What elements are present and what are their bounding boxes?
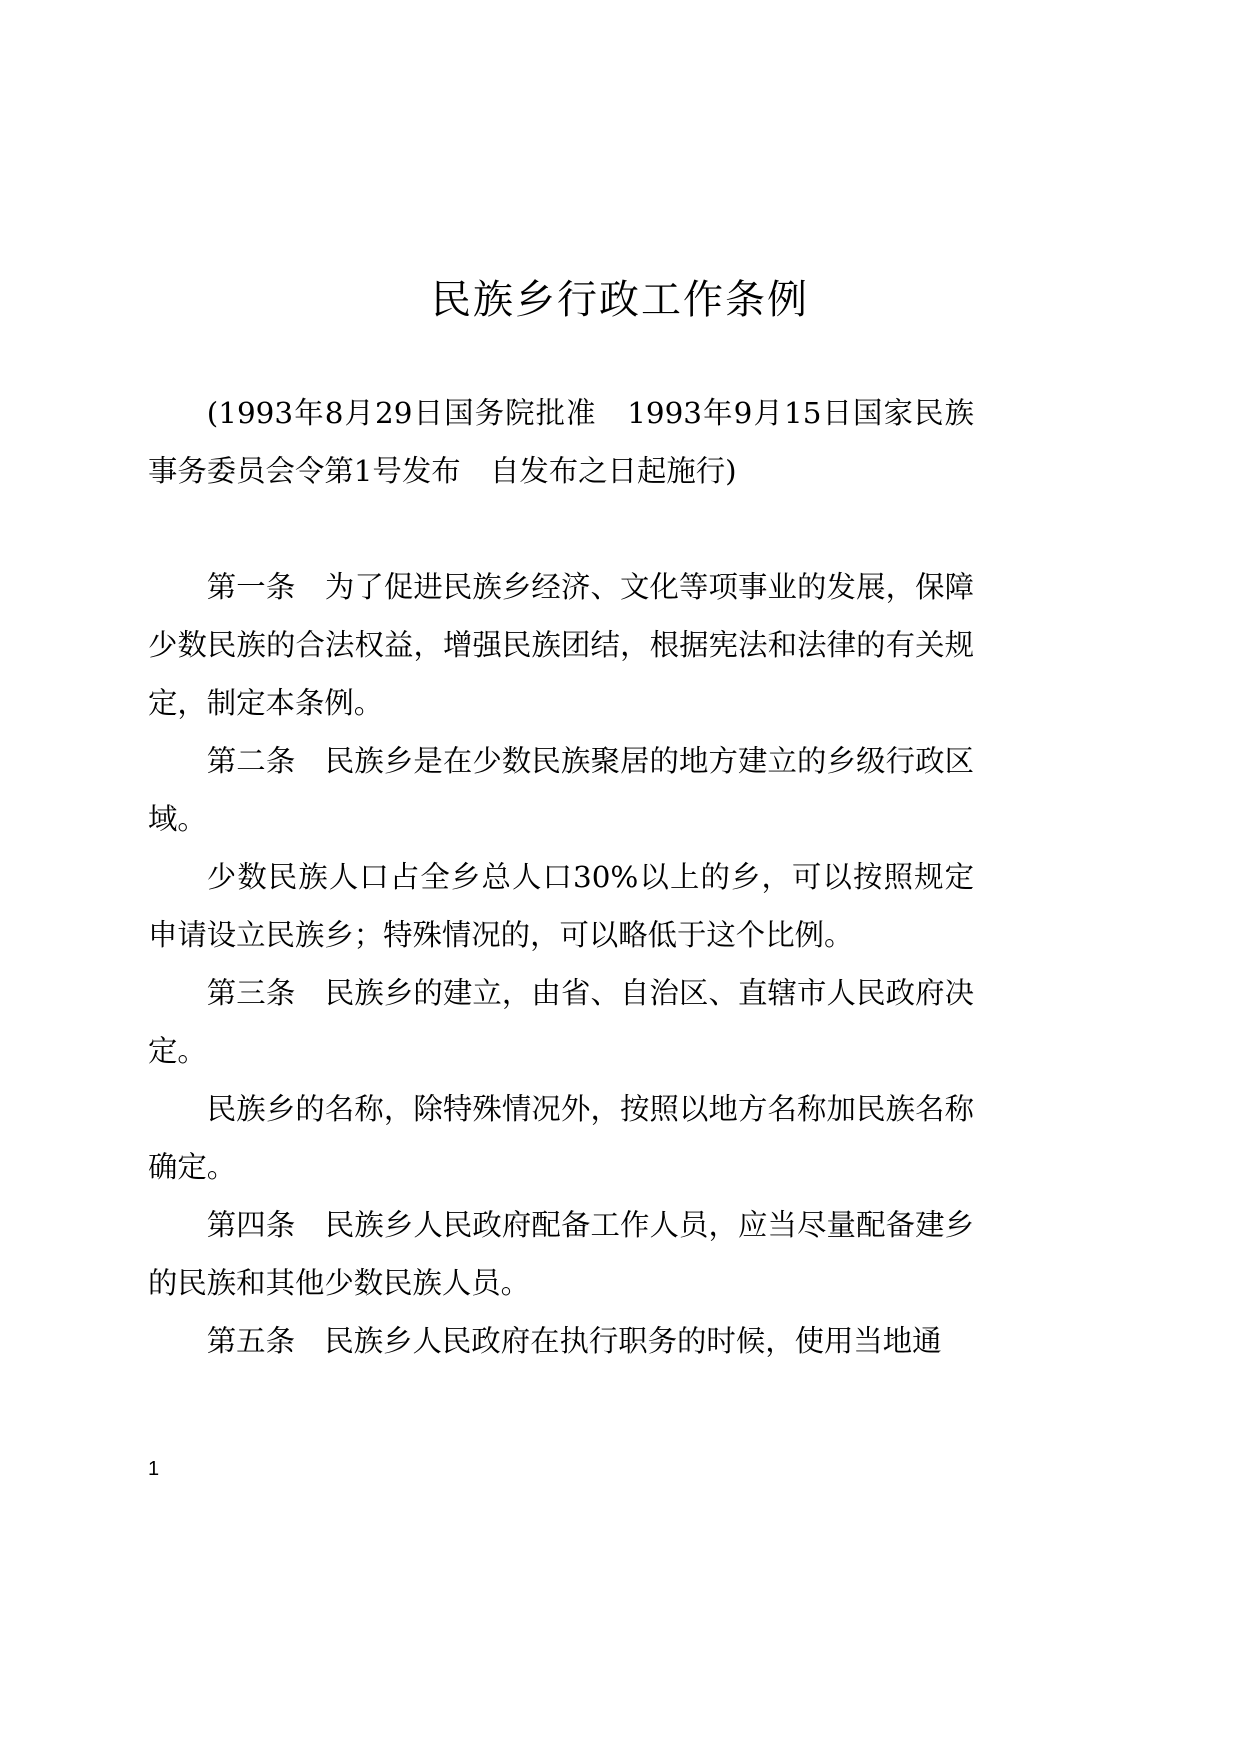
paragraph-article-3: 第三条 民族乡的建立，由省、自治区、直辖市人民政府决定。: [148, 976, 974, 1068]
paragraph-article-4: 第四条 民族乡人民政府配备工作人员，应当尽量配备建乡的民族和其他少数民族人员。: [148, 1208, 974, 1300]
paragraph-article-5: 第五条 民族乡人民政府在执行职务的时候，使用当地通: [206, 1324, 942, 1358]
document-body: [148, 558, 974, 1370]
document-intro: [148, 384, 974, 500]
paragraph-article-3-cont: 民族乡的名称，除特殊情况外，按照以地方名称加民族名称确定。: [148, 1092, 974, 1184]
document-title: 民族乡行政工作条例: [431, 277, 809, 323]
paragraph-article-1: 第一条 为了促进民族乡经济、文化等项事业的发展，保障少数民族的合法权益，增强民族团结，根据宪法和法律的有关规定，制定本条例。: [148, 570, 974, 720]
page-number: 1: [148, 1458, 160, 1480]
paragraph-article-2: 第二条 民族乡是在少数民族聚居的地方建立的乡级行政区域。: [148, 744, 974, 836]
paragraph-article-2-cont: 少数民族人口占全乡总人口30%以上的乡，可以按照规定申请设立民族乡；特殊情况的，可以略低于这个比例。: [148, 860, 974, 952]
intro-paragraph: (1993年8月29日国务院批准 1993年9月15日国家民族事务委员会令第1号发布 自发布之日起施行): [148, 396, 974, 488]
